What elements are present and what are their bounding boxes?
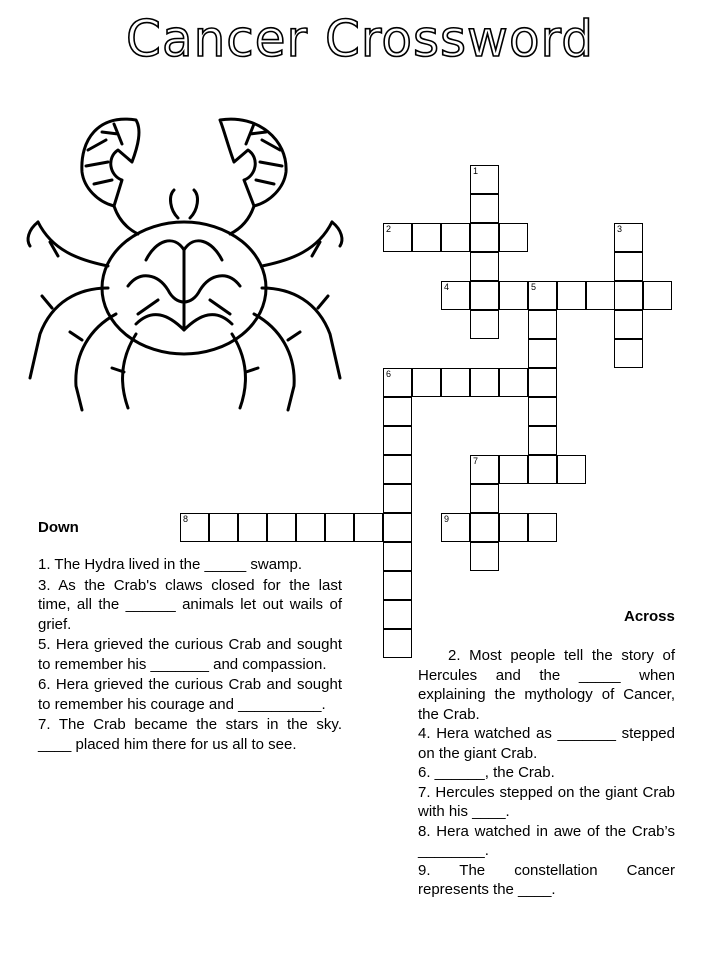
grid-cell[interactable] (441, 368, 470, 397)
across-clue: 2. Most people tell the story of Hercules and the _____ when explaining the mythology of Cancer, the Crab. (418, 647, 675, 723)
clue-number: 9 (444, 514, 450, 524)
grid-cell[interactable] (383, 571, 412, 600)
down-clue-list (38, 555, 342, 755)
grid-cell[interactable] (528, 281, 557, 310)
grid-cell[interactable] (267, 513, 296, 542)
grid-cell[interactable] (528, 397, 557, 426)
grid-cell[interactable] (383, 426, 412, 455)
down-clue: 3. As the Crab's claws closed for the last time, all the ______ animals let out wails of grief. (38, 576, 342, 633)
grid-cell[interactable] (383, 223, 412, 252)
grid-cell[interactable] (499, 368, 528, 397)
grid-cell[interactable] (383, 629, 412, 658)
grid-cell[interactable] (470, 310, 499, 339)
clue-number: 2 (386, 224, 392, 234)
grid-cell[interactable] (209, 513, 238, 542)
grid-cell[interactable] (499, 281, 528, 310)
clue-number: 6 (386, 369, 392, 379)
across-clue: 8. Hera watched in awe of the Crab’s ________. (418, 822, 675, 859)
grid-cell[interactable] (470, 484, 499, 513)
grid-cell[interactable] (528, 426, 557, 455)
grid-cell[interactable] (354, 513, 383, 542)
grid-cell[interactable] (528, 339, 557, 368)
grid-cell[interactable] (528, 513, 557, 542)
grid-cell[interactable] (614, 223, 643, 252)
grid-cell[interactable] (441, 281, 470, 310)
grid-cell[interactable] (614, 310, 643, 339)
grid-cell[interactable] (470, 368, 499, 397)
grid-cell[interactable] (470, 252, 499, 281)
grid-cell[interactable] (470, 281, 499, 310)
grid-cell[interactable] (470, 455, 499, 484)
down-clue: 5. Hera grieved the curious Crab and sought to remember his _______ and compassion. (38, 636, 342, 673)
down-heading: Down (38, 519, 79, 536)
down-clue: 6. Hera grieved the curious Crab and sought to remember his courage and __________. (38, 676, 342, 713)
clue-number: 1 (473, 166, 479, 176)
grid-cell[interactable] (383, 455, 412, 484)
down-clue: 7. The Crab became the stars in the sky. ____ placed him there for us all to see. (38, 716, 342, 753)
across-heading: Across (624, 608, 675, 625)
clue-number: 3 (617, 224, 623, 234)
grid-cell[interactable] (470, 542, 499, 571)
grid-cell[interactable] (383, 513, 412, 542)
clue-number: 8 (183, 514, 189, 524)
grid-cell[interactable] (441, 223, 470, 252)
grid-cell[interactable] (441, 513, 470, 542)
grid-cell[interactable] (180, 513, 209, 542)
clue-number: 7 (473, 456, 479, 466)
page-title (0, 8, 720, 70)
across-clue: 9. The constellation Cancer represents the ____. (418, 861, 675, 898)
grid-cell[interactable] (557, 455, 586, 484)
clue-number: 5 (531, 282, 537, 292)
grid-cell[interactable] (470, 513, 499, 542)
grid-cell[interactable] (614, 252, 643, 281)
grid-cell[interactable] (470, 223, 499, 252)
grid-cell[interactable] (383, 484, 412, 513)
grid-cell[interactable] (586, 281, 615, 310)
grid-cell[interactable] (499, 455, 528, 484)
grid-cell[interactable] (325, 513, 354, 542)
grid-cell[interactable] (470, 194, 499, 223)
grid-cell[interactable] (557, 281, 586, 310)
down-clue: 1. The Hydra lived in the _____ swamp. (38, 556, 303, 573)
grid-cell[interactable] (383, 368, 412, 397)
grid-cell[interactable] (643, 281, 672, 310)
across-clue: 7. Hercules stepped on the giant Crab with his ____. (418, 783, 675, 820)
clue-number: 4 (444, 282, 450, 292)
grid-cell[interactable] (614, 339, 643, 368)
grid-cell[interactable] (383, 397, 412, 426)
across-clue-list (418, 646, 675, 900)
grid-cell[interactable] (412, 368, 441, 397)
grid-cell[interactable] (499, 513, 528, 542)
grid-cell[interactable] (383, 542, 412, 571)
page-title-text: Cancer Crossword (126, 10, 594, 68)
across-clue: 4. Hera watched as _______ stepped on the giant Crab. (418, 725, 675, 762)
grid-cell[interactable] (412, 223, 441, 252)
grid-cell[interactable] (470, 165, 499, 194)
across-clue: 6. ______, the Crab. (418, 764, 555, 781)
grid-cell[interactable] (383, 600, 412, 629)
grid-cell[interactable] (528, 455, 557, 484)
grid-cell[interactable] (614, 281, 643, 310)
grid-cell[interactable] (296, 513, 325, 542)
grid-cell[interactable] (499, 223, 528, 252)
crab-illustration (18, 110, 356, 428)
grid-cell[interactable] (238, 513, 267, 542)
grid-cell[interactable] (528, 368, 557, 397)
grid-cell[interactable] (528, 310, 557, 339)
